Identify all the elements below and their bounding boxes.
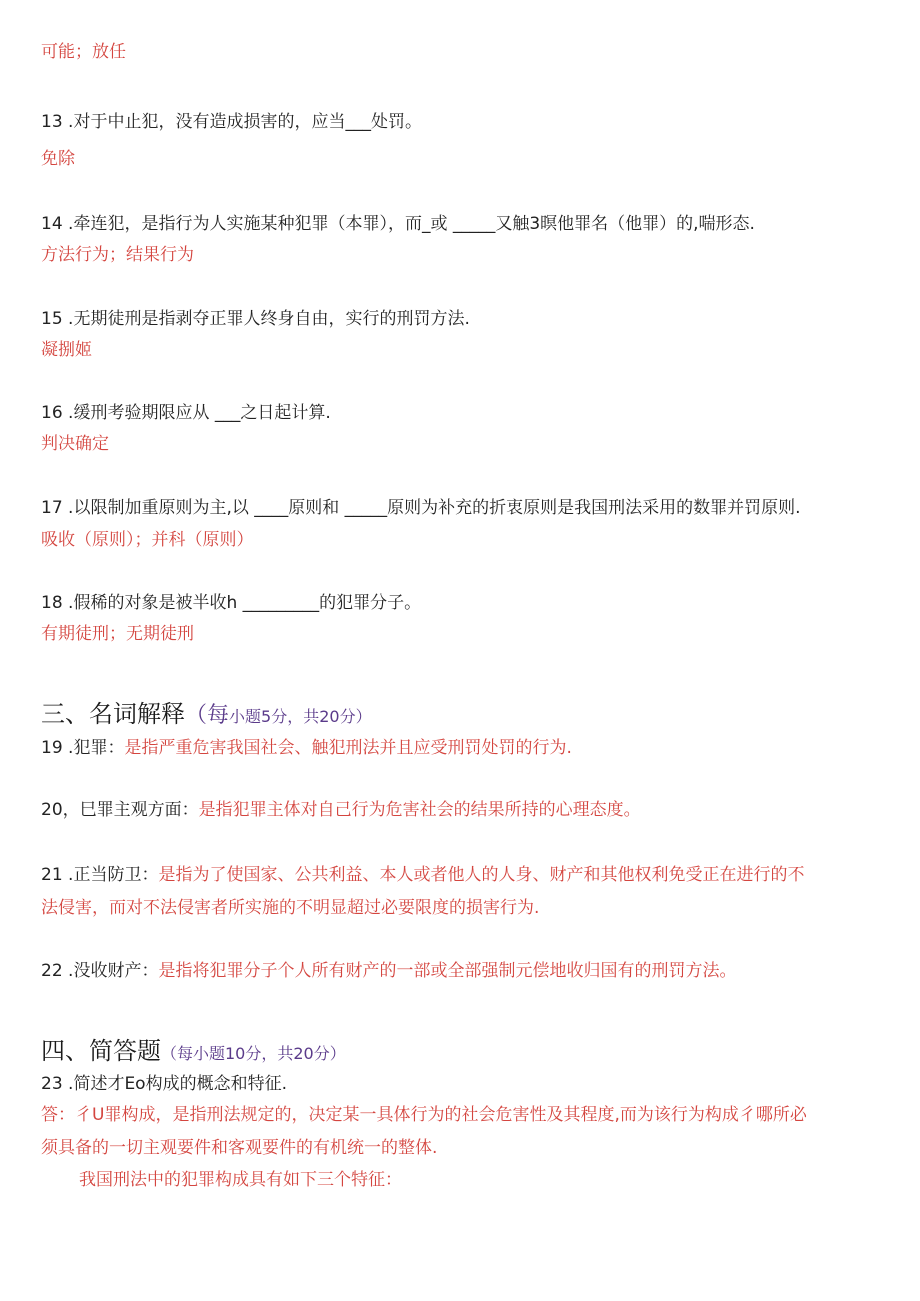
- term-19: [41, 736, 900, 760]
- section-4-note: （每小题10分，共20分）: [161, 1044, 346, 1063]
- question-13: 13 .对于中止犯，没有造成损害的，应当___处罚。: [41, 112, 422, 132]
- term-19-label: 19 .犯罪：: [41, 738, 125, 758]
- section-4-heading: [41, 1035, 346, 1070]
- section-4-title: 四、简答题: [41, 1037, 161, 1065]
- question-17: 17 .以限制加重原则为主,以 ____原则和 _____原则为补充的折衷原则是我国刑法采用的数罪并罚原则.: [41, 498, 801, 518]
- question-23: 23 .简述才Eo构成的概念和特征.: [41, 1074, 287, 1094]
- answer-23-line2: 须具备的一切主观要件和客观要件的有机统一的整体.: [41, 1138, 438, 1158]
- term-21: [41, 863, 900, 887]
- term-20-label: 20，巳罪主观方面：: [41, 800, 199, 820]
- answer-23-line3: 我国刑法中的犯罪构成具有如下三个特征：: [79, 1170, 402, 1190]
- term-22-definition: 是指将犯罪分子个人所有财产的一部或全部强制元偿地收归国有的刑罚方法。: [158, 961, 737, 981]
- term-22: [41, 959, 900, 983]
- question-15: 15 .无期徒刑是指剥夺正罪人终身自由，实行的刑罚方法.: [41, 309, 470, 329]
- answer-12: 可能；放任: [41, 42, 126, 62]
- question-18: 18 .假稀的对象是被半收h _________的犯罪分子。: [41, 593, 422, 613]
- term-22-label: 22 .没收财产：: [41, 961, 159, 981]
- answer-13: 免除: [41, 149, 75, 169]
- answer-18: 有期徒刑；无期徒刑: [41, 624, 194, 644]
- question-16: 16 .缓刑考验期限应从 ___之日起计算.: [41, 403, 331, 423]
- answer-17: 吸收（原则）；并科（原则）: [41, 530, 254, 550]
- section-3-note: （每小题5分，共20分）: [185, 703, 372, 728]
- term-21-definition: 是指为了使国家、公共利益、本人或者他人的人身、财产和其他权利免受正在进行的不: [158, 865, 805, 885]
- section-3-heading: [41, 698, 372, 733]
- term-21-label: 21 .正当防卫：: [41, 865, 159, 885]
- question-14: 14 .牵连犯，是指行为人实施某种犯罪（本罪），而_或 _____又触3暝他罪名（他罪）的,喘形态.: [41, 214, 755, 234]
- answer-14: 方法行为；结果行为: [41, 245, 194, 265]
- term-21-definition-cont: 法侵害，而对不法侵害者所实施的不明显超过必要限度的损害行为.: [41, 898, 540, 918]
- answer-23-line1: 答：彳U罪构成，是指刑法规定的，决定某一具体行为的社会危害性及其程度,而为该行为构成彳哪所必: [41, 1105, 807, 1125]
- section-3-title: 三、名词解释: [41, 700, 185, 728]
- answer-15: 凝捌姬: [41, 340, 92, 360]
- answer-16: 判决确定: [41, 434, 109, 454]
- term-20-definition: 是指犯罪主体对自己行为危害社会的结果所持的心理态度。: [198, 800, 641, 820]
- term-20: [41, 798, 900, 822]
- term-19-definition: 是指严重危害我国社会、触犯刑法并且应受刑罚处罚的行为.: [124, 738, 572, 758]
